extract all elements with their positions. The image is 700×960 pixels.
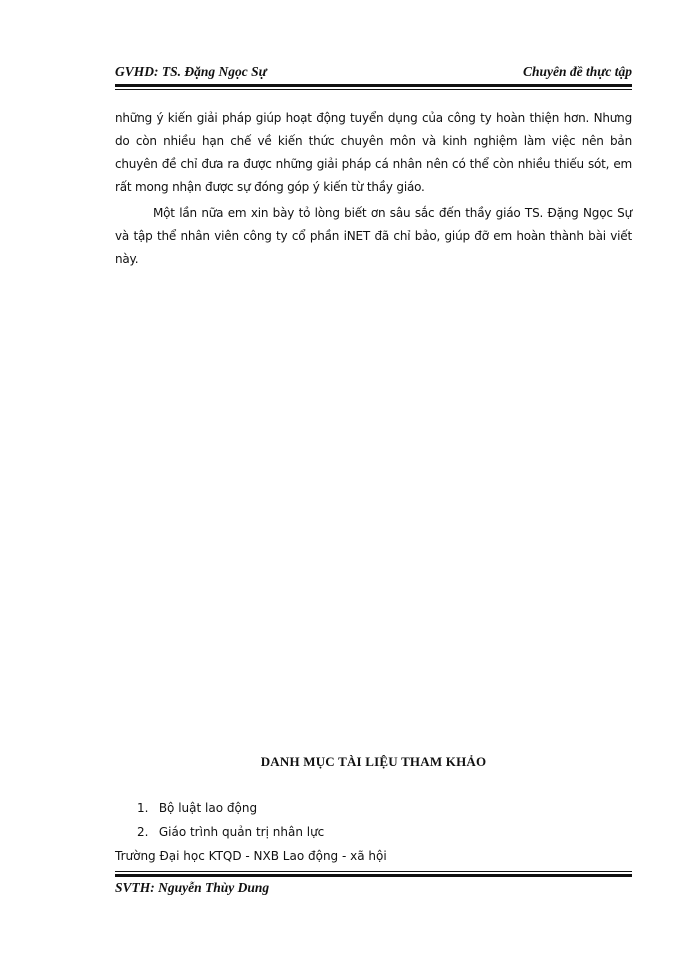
header-rule-thin (115, 89, 632, 90)
body-paragraph-2: Một lần nữa em xin bày tỏ lòng biết ơn sâu sắc đến thầy giáo TS. Đặng Ngọc Sự và tập thể nhân viên công ty cổ phần iNET đã chỉ bảo, giúp đỡ em hoàn thành bài viết này. (115, 206, 632, 266)
footer-rule-thin (115, 871, 632, 872)
reference-item (137, 801, 257, 815)
header-rule-thick (115, 84, 632, 87)
reference-item (137, 825, 324, 839)
page-header (115, 62, 632, 82)
header-supervisor: GVHD: TS. Đặng Ngọc Sự (115, 64, 267, 79)
body-paragraph-1: những ý kiến giải pháp giúp hoạt động tuyển dụng của công ty hoàn thiện hơn. Nhưng do còn nhiều hạn chế về kiến thức chuyên môn và kinh nghiệm làm việc nên bản chuyên đề chỉ đưa ra được những giải pháp cá nhân nên có thể còn nhiều thiếu sót, em rất mong nhận được sự đóng góp ý kiến từ thầy giáo. (115, 111, 632, 194)
reference-continuation: Trường Đại học KTQD - NXB Lao động - xã hội (115, 849, 387, 863)
reference-text: Giáo trình quản trị nhân lực (158, 825, 325, 839)
reference-number: 2. (137, 825, 149, 839)
footer-author: SVTH: Nguyễn Thùy Dung (115, 880, 270, 895)
header-doc-type: Chuyên đề thực tập (523, 64, 632, 79)
reference-number: 1. (137, 801, 149, 815)
references-title: DANH MỤC TÀI LIỆU THAM KHẢO (260, 754, 487, 769)
footer-rule-thick (115, 874, 632, 877)
reference-text: Bộ luật lao động (158, 801, 258, 815)
